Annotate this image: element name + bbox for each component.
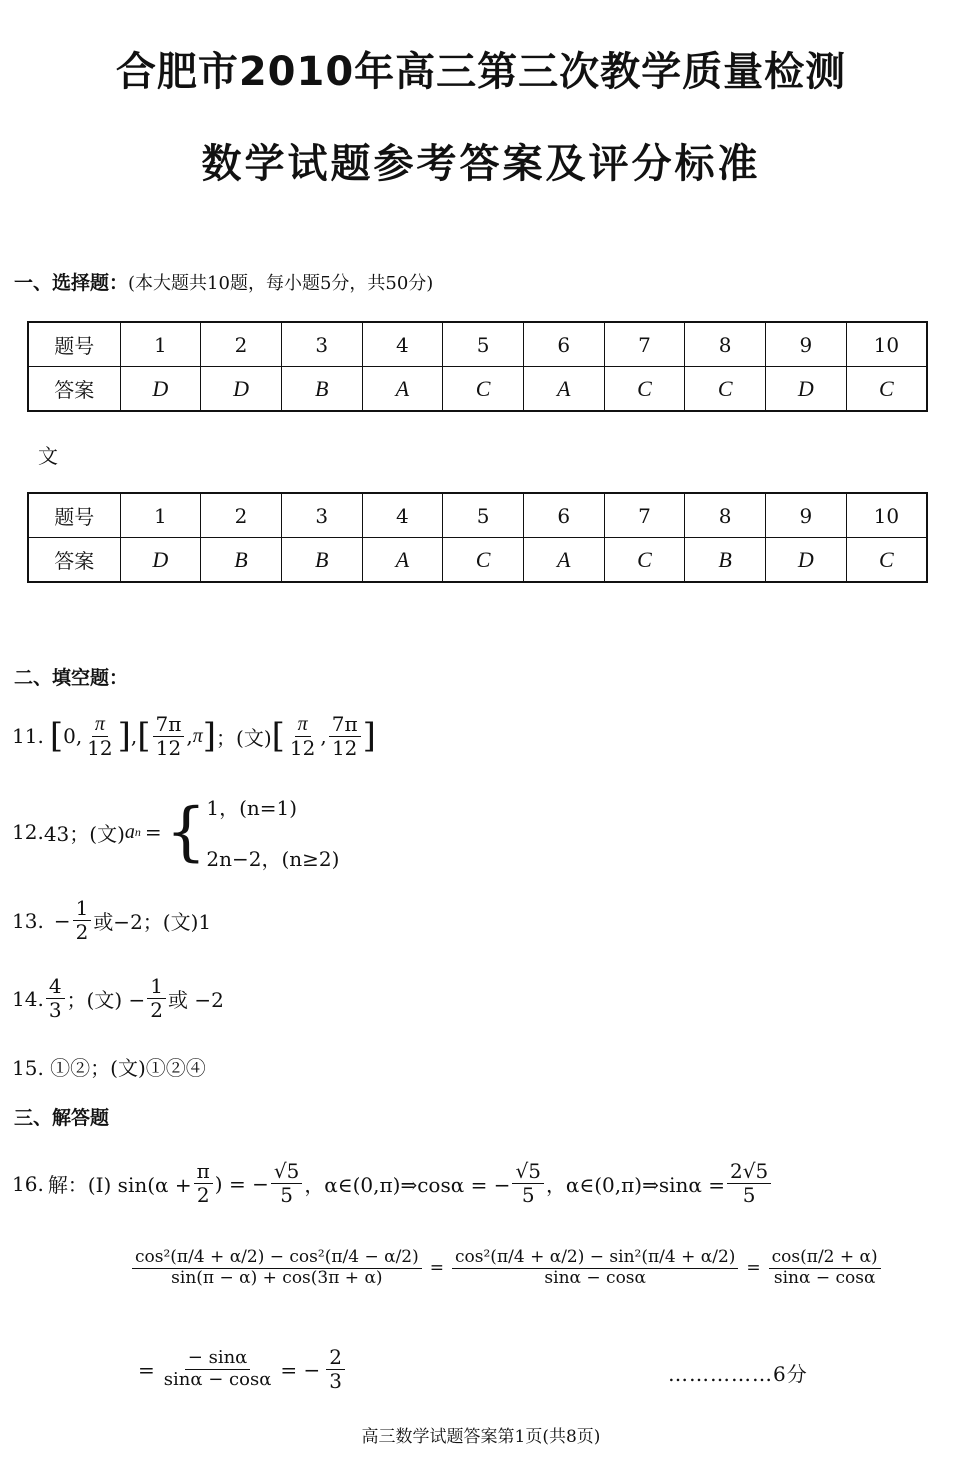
q16-sqrt5b: √5	[512, 1160, 543, 1184]
q14	[12, 975, 224, 1022]
q16-five: 5	[280, 1183, 293, 1207]
table-row	[28, 493, 927, 538]
q16-part-d: ，α∈(0,π)⇒sinα =	[545, 1173, 725, 1197]
table-cell: 9	[766, 322, 847, 367]
table-cell: 8	[685, 322, 766, 367]
q11-12b: 12	[155, 735, 182, 760]
q12-sub: n	[134, 824, 141, 839]
q12-case2: 2n−2，(n≥2)	[206, 847, 340, 871]
table-cell: A	[362, 538, 443, 583]
row-label: 答案	[28, 538, 120, 583]
table-cell: 10	[846, 322, 927, 367]
q16-part-c: ，α∈(0,π)⇒cosα = −	[304, 1173, 511, 1197]
q16-fracA-den: sin(π − α) + cos(3π + α)	[171, 1267, 383, 1288]
answer-table-li	[27, 321, 928, 412]
table-cell: 1	[120, 493, 201, 538]
table-cell: C	[443, 367, 524, 412]
section3-heading: 三、解答题	[14, 1107, 110, 1129]
table-cell: 5	[443, 493, 524, 538]
q11-12d: 12	[331, 735, 358, 760]
document-title: 合肥市2010年高三第三次教学质量检测	[115, 49, 847, 95]
q12-a: a	[124, 820, 135, 843]
q13-number: 13.	[12, 908, 44, 933]
page-footer: 高三数学试题答案第1页(共8页)	[361, 1427, 601, 1447]
q13-minus: −	[53, 908, 71, 933]
q14-rest: 或 −2	[168, 988, 224, 1012]
q16-result-num: 2	[326, 1346, 345, 1370]
table-cell: 2	[201, 322, 282, 367]
q16-2sqrt5: 2√5	[727, 1160, 771, 1184]
q16-fracB-num: cos²(π/4 + α/2) − sin²(π/4 + α/2)	[452, 1248, 738, 1269]
q11: 11. [ 0 , $\frac{\pi}{12}$ ] , [ $\frac{7\pi}{12}$ , π ] ；(文) [ $\frac{\pi}{12}$ , $\frac{7\pi}{12}$ ]	[12, 711, 376, 760]
q14-number: 14.	[12, 986, 44, 1011]
table-cell: 9	[766, 493, 847, 538]
q16-result-den: 3	[329, 1369, 342, 1393]
table-cell: 10	[846, 493, 927, 538]
table-cell: 1	[120, 322, 201, 367]
table-cell: C	[685, 367, 766, 412]
table-cell: B	[281, 538, 362, 583]
table-cell: C	[443, 538, 524, 583]
table-cell: 7	[604, 493, 685, 538]
q16-sqrt5: √5	[271, 1160, 302, 1184]
q16-line1	[12, 1160, 773, 1207]
table-cell: B	[201, 538, 282, 583]
q11-12: 12	[87, 736, 113, 760]
q12-case1: 1，(n=1)	[206, 796, 298, 820]
table-cell: 7	[604, 322, 685, 367]
table-cell: B	[685, 538, 766, 583]
table-cell: A	[523, 367, 604, 412]
q16-fracC-num: cos(π/2 + α)	[769, 1248, 881, 1269]
table-cell: 5	[443, 322, 524, 367]
table-cell: A	[523, 538, 604, 583]
q16-fracB-den: sinα − cosα	[544, 1267, 647, 1288]
q12-eq: =	[144, 820, 162, 844]
q11-7pi: 7π	[153, 713, 185, 737]
q16-fracD-num: − sinα	[185, 1348, 251, 1370]
wen-label: 文	[38, 444, 58, 468]
q14-two: 2	[150, 998, 164, 1022]
q16-fracC-den: sinα − cosα	[773, 1267, 876, 1288]
q16-eq1: =	[429, 1258, 445, 1279]
q12: 12. 43；(文) a n = { 1，(n=1) 2n−2，(n≥2)	[12, 792, 339, 872]
q16-line2	[130, 1248, 883, 1288]
q16-fivec: 5	[742, 1183, 756, 1207]
q11-7pi2: 7π	[329, 713, 361, 737]
q16-part-b: ) = −	[214, 1171, 269, 1196]
table-cell: D	[201, 367, 282, 412]
q13	[12, 897, 211, 944]
table-cell: D	[766, 367, 847, 412]
q13-one: 1	[73, 897, 92, 921]
answer-table-wen	[27, 492, 928, 583]
table-cell: D	[766, 538, 847, 583]
q14-three: 3	[48, 998, 62, 1022]
table-cell: 4	[362, 493, 443, 538]
q16-result-neg: = −	[280, 1357, 321, 1382]
q16-score: ……………6分	[668, 1362, 808, 1386]
q16-fracD-den: sinα − cosα	[163, 1369, 272, 1390]
q11-pi3: π	[297, 713, 308, 735]
row-label: 题号	[28, 493, 120, 538]
q11-12c: 12	[289, 736, 316, 760]
q16-eq2: =	[746, 1258, 761, 1279]
table-cell: 8	[685, 493, 766, 538]
q11-number: 11.	[12, 724, 44, 748]
section1-title: 一、选择题：	[14, 272, 129, 294]
table-cell: D	[120, 538, 201, 583]
section1-heading	[14, 268, 433, 295]
table-cell: C	[846, 367, 927, 412]
q14-one: 1	[147, 975, 166, 999]
q11-pi: π	[94, 713, 105, 735]
table-cell: C	[846, 538, 927, 583]
q16-two: 2	[196, 1183, 210, 1207]
q12-number: 12.	[12, 820, 44, 844]
q16-number: 16.	[12, 1171, 44, 1196]
q11-zero: 0	[63, 724, 76, 748]
table-cell: 4	[362, 322, 443, 367]
q11-pi2: π	[192, 724, 203, 747]
q12-prefix: 43；(文)	[43, 821, 125, 846]
q14-four: 4	[46, 975, 65, 999]
table-cell: 3	[281, 322, 362, 367]
q13-rest: 或−2；(文)1	[93, 910, 212, 934]
q15	[12, 1052, 206, 1081]
table-cell: C	[604, 367, 685, 412]
table-row	[28, 538, 927, 583]
q16-line3	[138, 1346, 347, 1393]
q16-fracA-num: cos²(π/4 + α/2) − cos²(π/4 − α/2)	[132, 1248, 422, 1269]
row-label: 答案	[28, 367, 120, 412]
table-cell: 6	[523, 322, 604, 367]
q15-number: 15.	[12, 1056, 44, 1080]
table-cell: A	[362, 367, 443, 412]
table-cell: D	[120, 367, 201, 412]
q15-text: ①②；(文)①②④	[50, 1056, 206, 1080]
row-label: 题号	[28, 322, 120, 367]
q14-wen: ；(文) −	[66, 988, 146, 1012]
table-row	[28, 367, 927, 412]
document-subtitle: 数学试题参考答案及评分标准	[201, 141, 761, 187]
q16-part-a: 解：(Ⅰ) sin(α +	[47, 1173, 192, 1197]
table-cell: 2	[201, 493, 282, 538]
q16-fiveb: 5	[521, 1183, 535, 1207]
table-cell: B	[281, 367, 362, 412]
section1-note: (本大题共10题，每小题5分，共50分)	[128, 273, 434, 294]
q16-pi: π	[194, 1160, 213, 1184]
section2-heading: 二、填空题：	[14, 667, 129, 689]
table-row	[28, 322, 927, 367]
q11-wen: ；(文)	[216, 725, 272, 750]
table-cell: 3	[281, 493, 362, 538]
q16-eq3: =	[138, 1357, 155, 1382]
table-cell: C	[604, 538, 685, 583]
table-cell: 6	[523, 493, 604, 538]
q13-two: 2	[75, 920, 89, 944]
